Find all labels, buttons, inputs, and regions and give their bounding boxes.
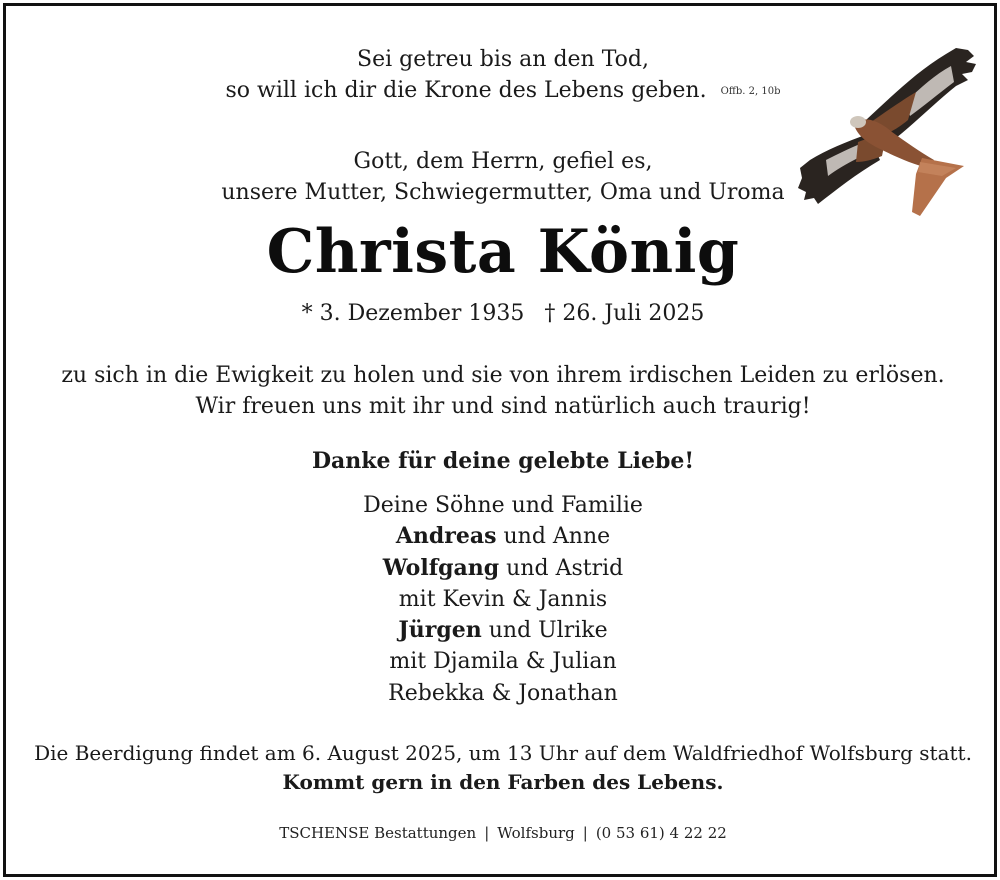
verse-line-2-text: so will ich dir die Krone des Lebens geben. <box>225 78 707 103</box>
undertaker-city: Wolfsburg <box>497 824 575 842</box>
family-row <box>6 521 1000 552</box>
message-line-1: zu sich in die Ewigkeit zu holen und sie von ihrem irdischen Leiden zu erlösen. <box>61 363 945 388</box>
funeral-line-2: Kommt gern in den Farben des Lebens. <box>282 770 724 794</box>
family-row <box>6 646 1000 677</box>
funeral-info <box>6 739 1000 797</box>
undertaker-phone: (0 53 61) 4 22 22 <box>595 824 727 842</box>
birth-date: * 3. Dezember 1935 <box>301 301 525 326</box>
family-row-name: Jürgen <box>398 617 482 644</box>
undertaker-footer <box>6 821 1000 845</box>
family-row-rest: mit Kevin & Jannis <box>398 586 608 612</box>
obituary-notice <box>3 3 997 877</box>
intro-text <box>6 146 1000 208</box>
family-heading: Deine Söhne und Familie <box>363 493 643 518</box>
family-row <box>6 584 1000 615</box>
deceased-name: Christa König <box>266 217 740 287</box>
footer-separator: | <box>484 824 490 842</box>
verse-reference: Offb. 2, 10b <box>720 86 781 97</box>
family-row <box>6 553 1000 584</box>
undertaker-name: TSCHENSE Bestattungen <box>279 824 477 842</box>
family-row <box>6 615 1000 646</box>
funeral-line-1: Die Beerdigung findet am 6. August 2025, um 13 Uhr auf dem Waldfriedhof Wolfsburg statt. <box>34 741 972 765</box>
intro-line-1: Gott, dem Herrn, gefiel es, <box>353 149 653 174</box>
family-row-rest: mit Djamila & Julian <box>389 649 617 675</box>
intro-line-2: unsere Mutter, Schwiegermutter, Oma und Uroma <box>221 180 785 205</box>
family-row-name: Andreas <box>395 523 497 550</box>
family-row <box>6 678 1000 709</box>
message-line-2: Wir freuen uns mit ihr und sind natürlich auch traurig! <box>195 394 811 419</box>
thanks-line: Danke für deine gelebte Liebe! <box>311 448 695 474</box>
footer-separator: | <box>582 824 588 842</box>
family-row-rest: Rebekka & Jonathan <box>388 680 618 706</box>
message-text <box>6 360 1000 422</box>
life-dates <box>6 298 1000 329</box>
family-list <box>6 490 1000 709</box>
verse-line-1: Sei getreu bis an den Tod, <box>357 47 649 72</box>
family-row-name: Wolfgang <box>382 554 500 581</box>
family-row-rest: und Anne <box>496 524 611 550</box>
family-row-rest: und Ulrike <box>481 618 608 644</box>
death-date: † 26. Juli 2025 <box>544 301 705 326</box>
family-row-rest: und Astrid <box>499 555 624 581</box>
